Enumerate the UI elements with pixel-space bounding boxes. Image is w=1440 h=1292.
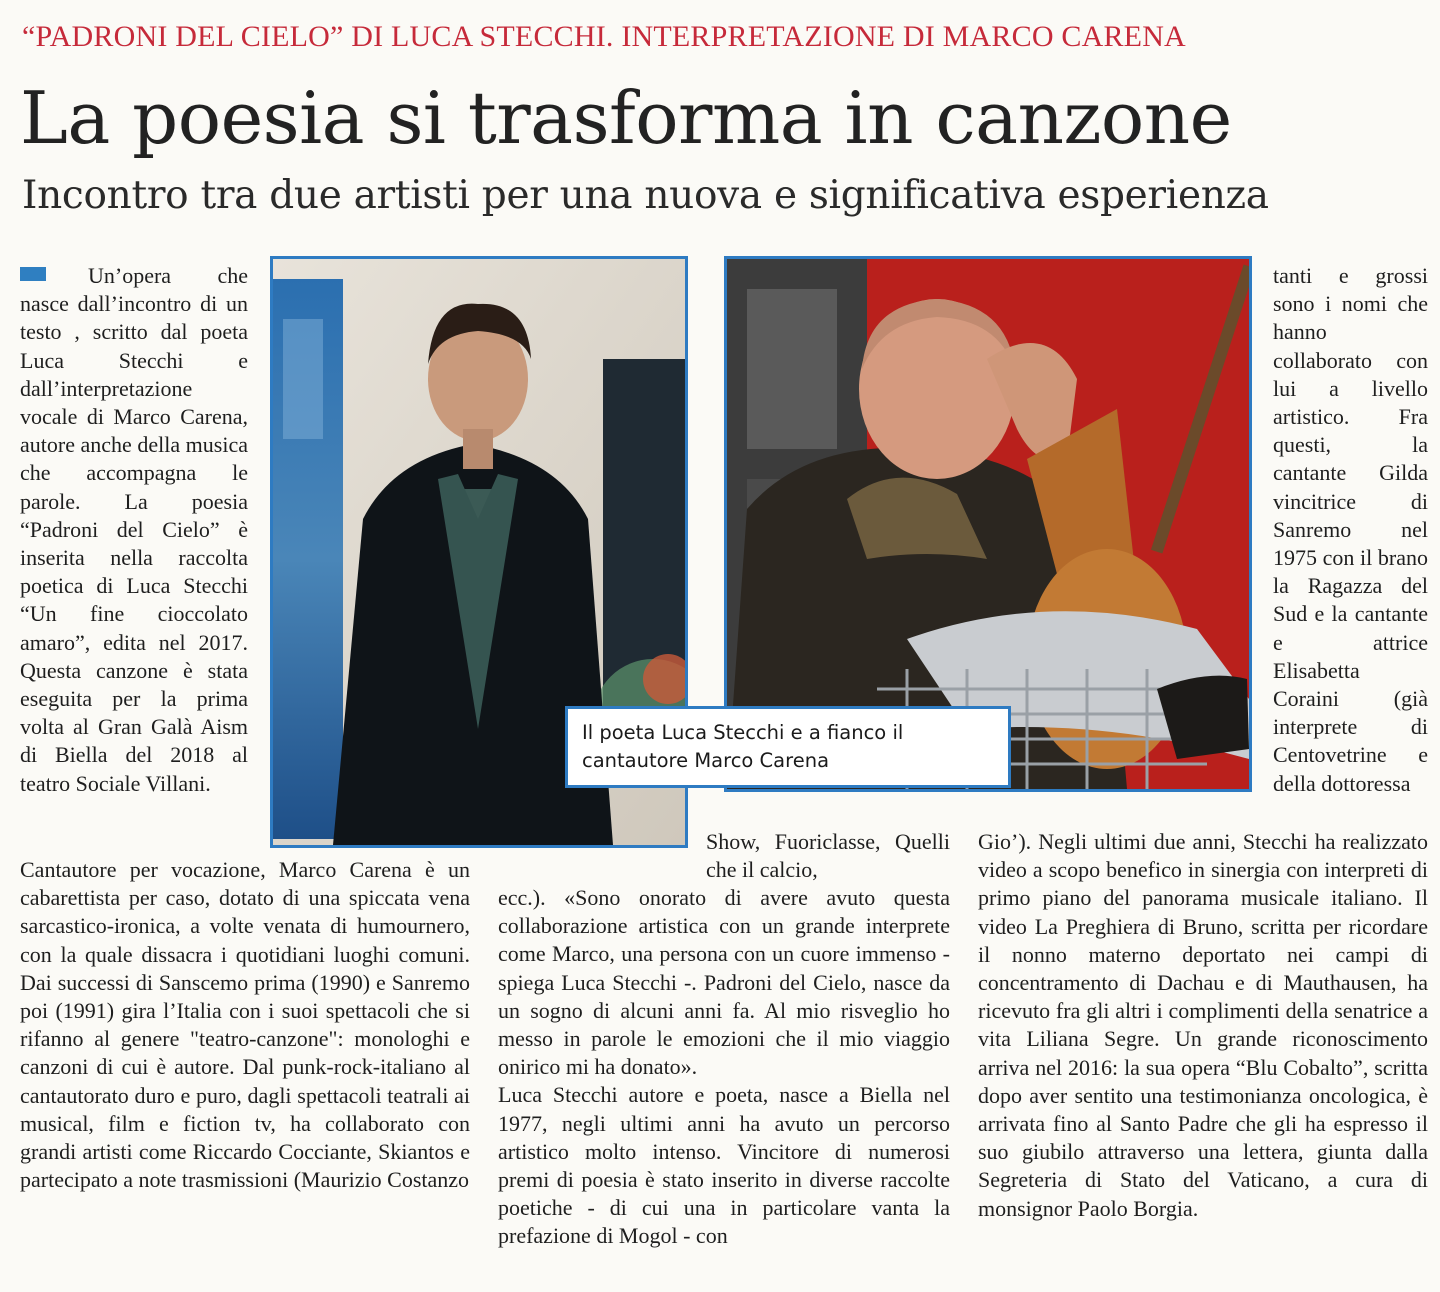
column-1-bottom (20, 856, 470, 1194)
column-3-bottom (978, 828, 1428, 1223)
column-1-bottom-text: Cantautore per vocazione, Marco Carena è un cabarettista per caso, dotato di una spiccata vena sarcastico-ironica, a volte venata di humournero, con la quale dissacra i quotidiani luoghi comuni. Dai successi di Sanscemo prima (1990) e Sanremo poi (1991) gira l’Italia con i suoi spettacoli che si rifanno al genere "teatro-canzone": monologhi e canzoni di cui è autore. Dal punk-rock-italiano al cantautorato duro e puro, dagli spettacoli teatrali ai musical, film e fiction tv, ha collaborato con grandi artisti come Riccardo Cocciante, Skiantos e partecipato a note trasmissioni (Maurizio Costanzo (20, 857, 470, 1193)
column-2-main-text: ecc.). «Sono onorato di avere avuto questa collaborazione artistica con un grande interprete come Marco, una persona con un cuore immenso - spiega Luca Stecchi -. Padroni del Cielo, nasce da un sogno di alcuni anni fa. Al mio risveglio ho messo in parole le emozioni che il mio viaggio onirico mi ha donato». (498, 885, 950, 1080)
section-bullet-icon (20, 267, 46, 281)
column-3-top (1273, 262, 1428, 798)
article-headline: La poesia si trasforma in canzone (20, 76, 1232, 160)
column-2-top (706, 828, 950, 884)
column-1-top (20, 262, 248, 798)
column-2 (498, 884, 950, 1251)
column-2-top-text: Show, Fuoriclasse, Quelli che il calcio, (706, 829, 950, 883)
column-2-second-text: Luca Stecchi autore e poeta, nasce a Biella nel 1977, negli ultimi anni ha avuto un percorso artistico molto intenso. Vincitore di numerosi premi di poesia è stato inserito in diverse raccolte poetiche - di cui una in particolare vanta la prefazione di Mogol - con (498, 1082, 950, 1249)
article-subheadline: Incontro tra due artisti per una nuova e significativa esperienza (22, 173, 1269, 218)
photo-caption: Il poeta Luca Stecchi e a fianco il cantautore Marco Carena (565, 706, 1011, 788)
column-3-bottom-text: Gio’). Negli ultimi due anni, Stecchi ha realizzato video a scopo benefico in sinergia con interpreti di primo piano del panorama musicale italiano. Il video La Preghiera di Bruno, scritta per ricordare il nonno materno deportato nei campi di concentramento di Dachau e di Mauthausen, ha ricevuto fra gli altri i complimenti della senatrice a vita Liliana Segre. Un grande riconoscimento arriva nel 2016: la sua opera “Blu Cobalto”, scritta dopo aver sentito una testimonianza oncologica, è arrivata fino al Santo Padre che gli ha espresso il suo giubilo attraverso una lettera, giunta dalla Segreteria di Stato del Vaticano, a cura di monsignor Paolo Borgia. (978, 829, 1428, 1221)
column-1-top-text: Un’opera che nasce dall’incontro di un testo , scritto dal poeta Luca Stecchi e dall’interpretazione vocale di Marco Carena, autore anche della musica che accompagna le parole. La poesia “Padroni del Cielo” è inserita nella raccolta poetica di Luca Stecchi “Un fine cioccolato amaro”, edita nel 2017. Questa canzone è stata eseguita per la prima volta al Gran Galà Aism di Biella del 2018 al teatro Sociale Villani. (20, 263, 248, 796)
article-kicker: “PADRONI DEL CIELO” DI LUCA STECCHI. INTERPRETAZIONE DI MARCO CARENA (22, 20, 1186, 53)
column-3-top-text: tanti e grossi sono i nomi che hanno collaborato con lui a livello artistico. Fra questi, la cantante Gilda vincitrice di Sanremo nel 1975 con il brano la Ragazza del Sud e la cantante e attrice Elisabetta Coraini (già interprete di Centovetrine e della dottoressa (1273, 263, 1428, 796)
